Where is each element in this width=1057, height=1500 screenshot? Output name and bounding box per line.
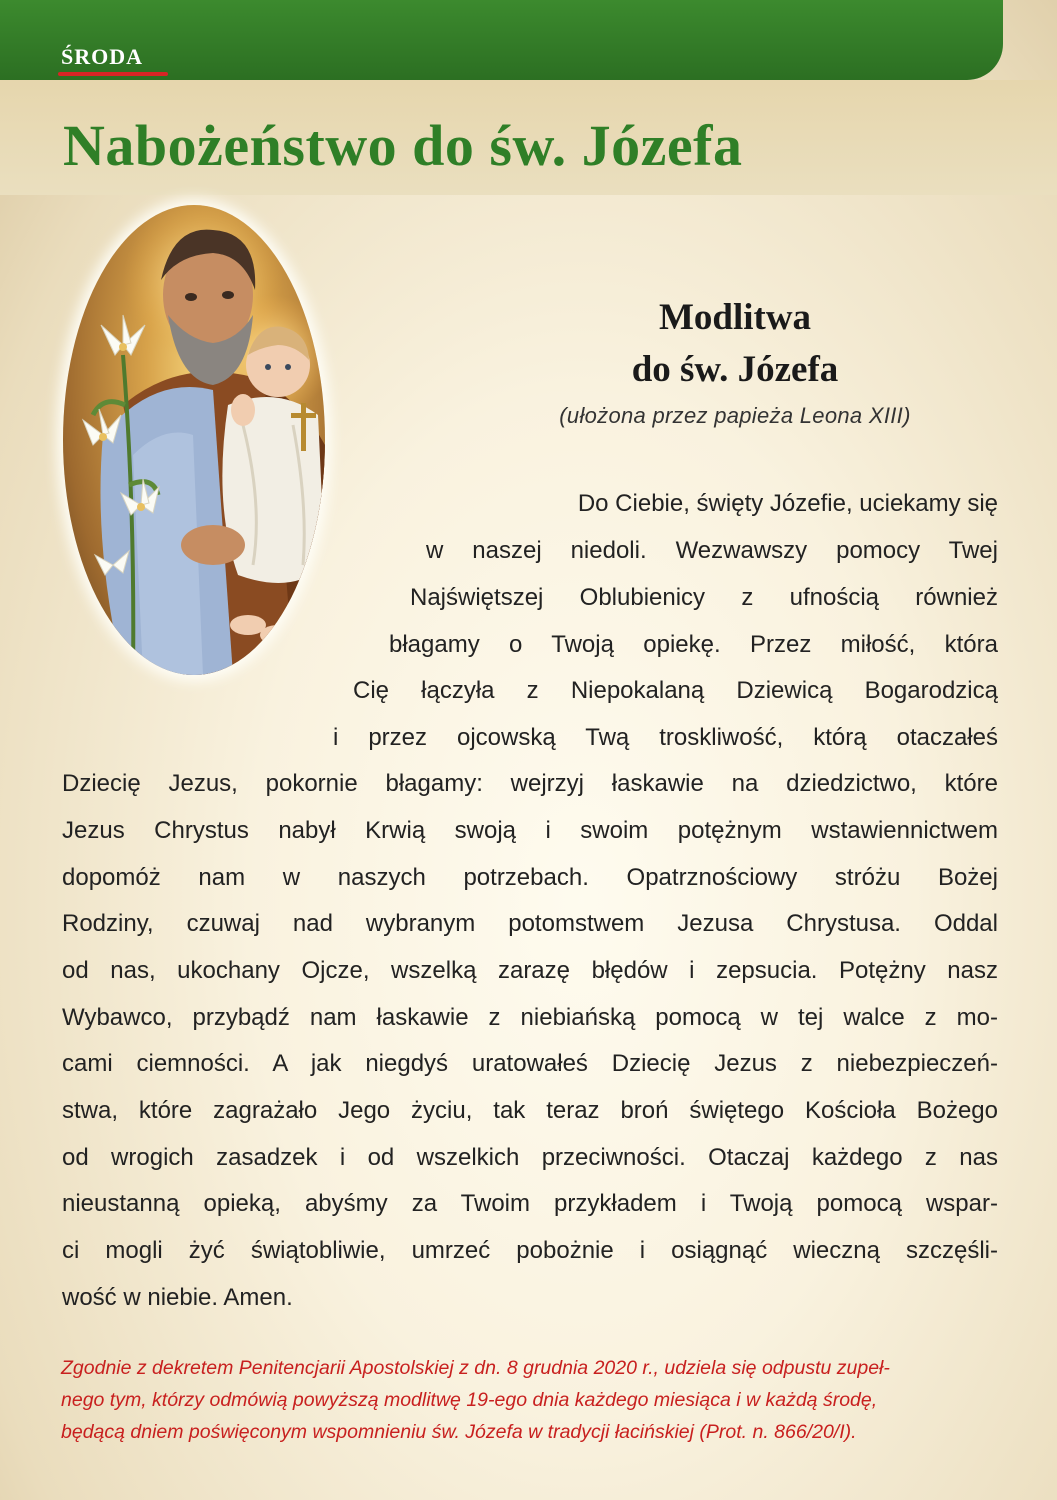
prayer-title-line-1: Modlitwa [658,297,812,338]
st-joseph-portrait [63,205,325,675]
prayer-line: Wybawco, przybądź nam łaskawie z niebiańską pomocą w tej walce z mo- [62,1004,998,1031]
prayer-line: nieustanną opieką, abyśmy za Twoim przykładem i Twoją pomocą wspar- [62,1190,998,1217]
header-bar [0,0,1003,80]
prayer-subtitle: (ułożona przez papieża Leona XIII) [559,403,911,428]
prayer-line: stwa, które zagrażało Jego życiu, tak teraz broń świętego Kościoła Bożego [62,1097,998,1124]
prayer-line: dopomóż nam w naszych potrzebach. Opatrznościowy stróżu Bożej [62,864,998,891]
page-title: Nabożeństwo do św. Józefa [63,113,743,178]
prayer-line: w naszej niedoli. Wezwawszy pomocy Twej [426,537,998,564]
prayer-line: od nas, ukochany Ojcze, wszelką zarazę błędów i zepsucia. Potężny nasz [62,957,998,984]
prayer-line: Rodziny, czuwaj nad wybranym potomstwem Jezusa Chrystusa. Oddal [62,910,998,937]
footer-line: Zgodnie z dekretem Penitencjarii Apostolskiej z dn. 8 grudnia 2020 r., udziela się odpustu zupeł- [61,1357,890,1379]
prayer-line: Cię łączyła z Niepokalaną Dziewicą Bogarodzicą [353,677,998,704]
indulgence-note [61,1352,1011,1448]
footer-line: nego tym, którzy odmówią powyższą modlitwę 19-ego dnia każdego miesiąca i w każdą środę, [61,1389,878,1411]
prayer-line: błagamy o Twoją opiekę. Przez miłość, która [389,631,998,658]
prayer-line: ci mogli żyć świątobliwie, umrzeć pobożnie i osiągnąć wieczną szczęśli- [62,1237,998,1264]
day-underline [58,72,168,76]
st-joseph-painting [63,205,325,675]
prayer-line: cami ciemności. A jak niegdyś uratowałeś Dziecię Jezus z niebezpieczeń- [62,1050,998,1077]
prayer-line: od wrogich zasadzek i od wszelkich przeciwności. Otaczaj każdego z nas [62,1144,998,1171]
day-label: ŚRODA [61,44,144,69]
prayer-line: Do Ciebie, święty Józefie, uciekamy się [577,490,998,517]
footer-line: będącą dniem poświęconym wspomnieniu św. Józefa w tradycji łacińskiej (Prot. n. 866/20/I). [61,1421,857,1443]
prayer-line: i przez ojcowską Twą troskliwość, którą otaczałeś [333,724,998,751]
prayer-title [520,292,950,396]
prayer-title-line-2: do św. Józefa [631,349,839,390]
prayer-line: Jezus Chrystus nabył Krwią swoją i swoim potężnym wstawiennictwem [62,817,998,844]
prayer-line: wość w niebie. Amen. [62,1284,293,1311]
prayer-line: Najświętszej Oblubienicy z ufnością również [410,584,998,611]
prayer-line: Dziecię Jezus, pokornie błagamy: wejrzyj łaskawie na dziedzictwo, które [62,770,998,797]
